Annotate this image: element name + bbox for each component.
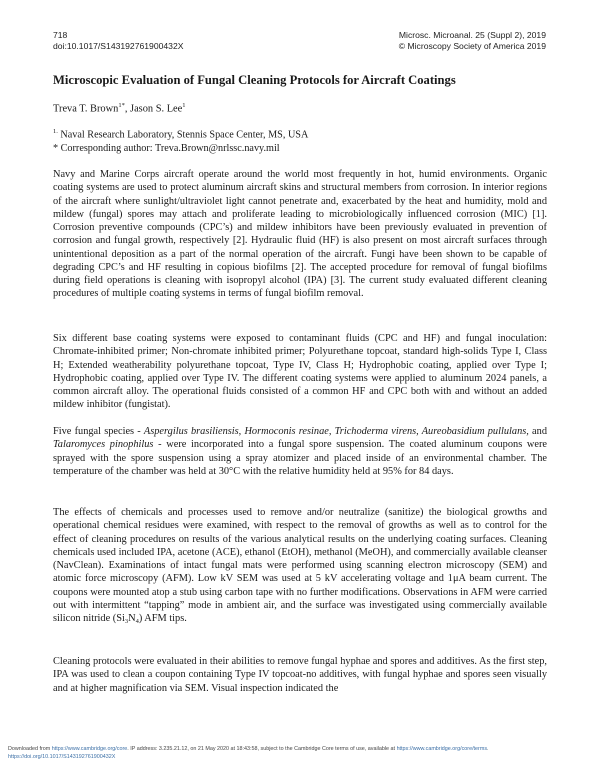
body-paragraph — [53, 506, 547, 625]
text-run: and — [528, 426, 547, 437]
footer-line — [8, 753, 594, 761]
page-number: 718 — [53, 30, 68, 40]
footer-text: Downloaded from — [8, 746, 52, 752]
body-paragraph: Navy and Marine Corps aircraft operate around the world most frequently in hot, humid environments. Organic coating systems are used to protect aluminum aircraft skins and structural members from corrosion. In interior regions of the aircraft where sunlight/ultraviolet light cannot penetrate and, exacerbated by the heat and humidity, mold and mildew (fungal) spores may attach and proliferate leading to microbiologically influenced corrosion (MIC) [1]. Corrosion preventive compounds (CPC’s) and mildew inhibitors have been previously evaluated in prevention of corrosion and fungal growth, respectively [2]. Hydraulic fluid (HF) is also present on most aircraft surfaces through unintentional deposition as a part of the normal operation of the aircraft. Fungi have been shown to be capable of degrading CPC’s and HF resulting in copious biofilms [2]. The accepted procedure for removal of fungal biofilms during field operations is cleaning with isopropyl alcohol (IPA) [3]. The current study evaluated different cleaning procedures of multiple coating systems in terms of fungal biofilm removal. — [53, 169, 547, 300]
author-name: Jason S. Lee — [130, 103, 183, 115]
author-affiliation-marker: 1* — [118, 102, 125, 109]
body-paragraph: Cleaning protocols were evaluated in their abilities to remove fungal hyphae and spores and additives. As the first step, IPA was used to clean a coupon containing Type IV topcoat-no additives, with fungal hyphae and spores seen visually and at higher magnification via SEM. Visual inspection indicated the — [53, 656, 547, 694]
text-run: - were incorporated into a fungal spore suspension. The coated aluminum coupons were sprayed with the spore suspension using a spray atomizer and placed inside of an environmental chamber. The temperature of the chamber was held at 30°C with the relative humidity held at 95% for 84 days. — [53, 439, 547, 477]
journal-citation: Microsc. Microanal. 25 (Suppl 2), 2019 — [398, 30, 546, 40]
species-names: Talaromyces pinophilus — [53, 439, 154, 451]
text-run: Five fungal species - — [53, 426, 144, 437]
author-name: Treva T. Brown — [53, 103, 119, 115]
author-list — [53, 99, 186, 115]
body-paragraph — [53, 425, 547, 478]
cambridge-core-link[interactable]: https://www.cambridge.org/core — [51, 746, 128, 752]
doi-link[interactable]: https://doi.org/10.1017/S143192761900432X — [8, 754, 116, 760]
subscript: 3 — [124, 618, 129, 625]
affiliation-line — [53, 125, 308, 142]
corresponding-author: * Corresponding author: Treva.Brown@nrlssc.navy.mil — [53, 142, 280, 154]
text-run: The effects of chemicals and processes used to remove and/or neutralize (sanitize) the biological growths and operational chemical residues were examined, with respect to the removal of growths as well as to control for the effect of cleaning procedures on results of the various analytical results on the underlying coating surfaces. Cleaning chemicals used included IPA, acetone (ACE), ethanol (EtOH), methanol (MeOH), and commercially available cleanser (NavClean). Examinations of intact fungal mats were performed using scanning electron microscopy (SEM) and atomic force microscopy (AFM). Low kV SEM was used at 5 kV accelerating voltage and 1μA beam current. The coupons were mounted atop a stub using carbon tape with no further modifications. Observations in AFM were carried out with intermittent “tapping” mode in ambient air, and the surface was investigated using commercially available silicon nitride (Si — [53, 507, 547, 624]
terms-link[interactable]: https://www.cambridge.org/core/terms — [396, 746, 488, 752]
text-run: N — [128, 613, 136, 624]
copyright: © Microscopy Society of America 2019 — [398, 41, 546, 51]
affiliation-marker: 1. — [53, 128, 58, 135]
affiliations — [53, 125, 308, 156]
text-run: ) AFM tips. — [138, 613, 187, 624]
doi: doi:10.1017/S143192761900432X — [53, 41, 184, 51]
author-affiliation-marker: 1 — [182, 102, 186, 109]
author-separator: , — [124, 103, 131, 115]
footer-line — [8, 745, 594, 753]
footer-text: . — [487, 746, 489, 752]
species-names: Aspergilus brasiliensis, Hormoconis resinae, Trichoderma virens, Aureobasidium pullulans, — [143, 426, 529, 437]
body-paragraph: Six different base coating systems were exposed to contaminant fluids (CPC and HF) and fungal inoculation: Chromate-inhibited primer; Non-chromate inhibited primer; Polyurethane topcoat, standard high-solids Type I, Class H; Extended weatherability polyurethane topcoat, Type IV, Class H; Hydrophobic coating, applied over Type I; Hydrophobic coating, applied over Type IV. The different coating systems were applied to aluminum 2024 panels, a common aircraft alloy. The operational fluids consisted of a common HF and CPC both with and without an added mildew inhibitor (fungistat). — [53, 333, 547, 411]
download-footer — [8, 745, 594, 761]
affiliation-text: Naval Research Laboratory, Stennis Space Center, MS, USA — [57, 129, 309, 141]
header-left — [53, 30, 183, 52]
header-right — [399, 30, 546, 52]
paper-title: Microscopic Evaluation of Fungal Cleaning Protocols for Aircraft Coatings — [53, 73, 456, 87]
subscript: 4 — [135, 618, 139, 625]
footer-text: . IP address: 3.235.21.12, on 21 May 2020 at 18:43:58, subject to the Cambridge Core terms of use, available at — [127, 746, 397, 752]
